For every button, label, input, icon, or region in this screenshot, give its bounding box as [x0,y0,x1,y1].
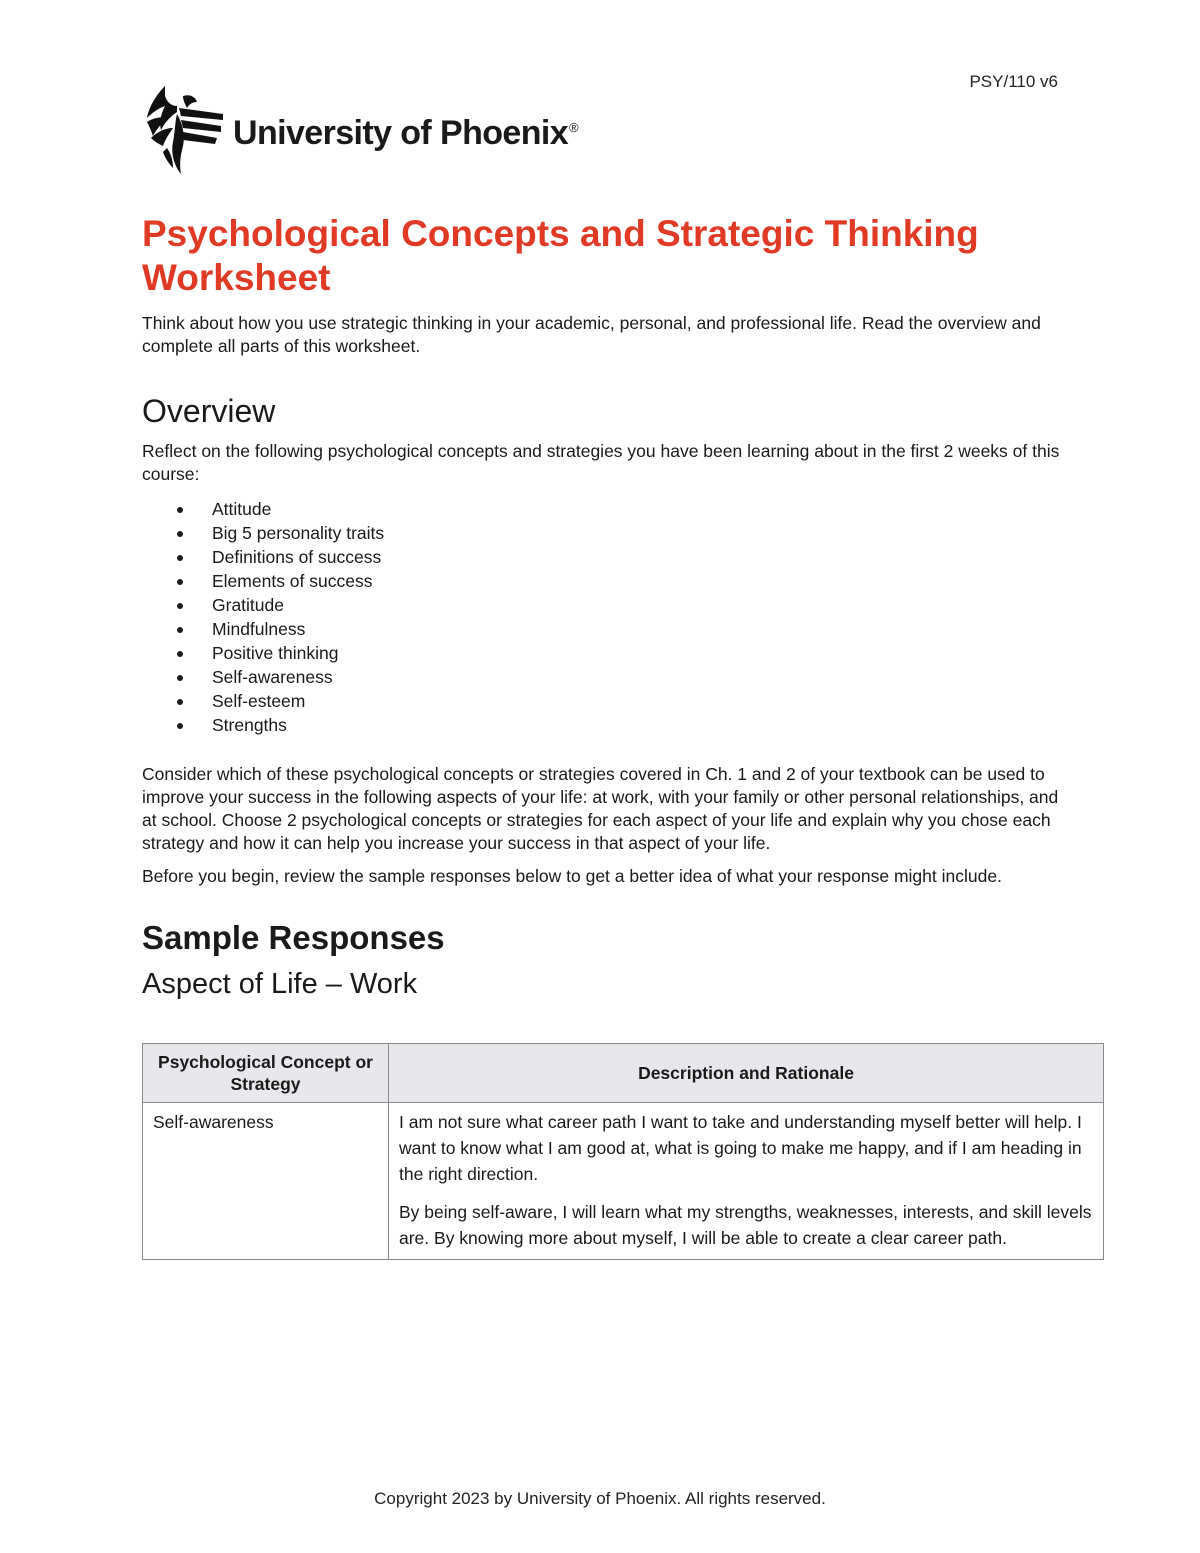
column-header-description: Description and Rationale [389,1044,1104,1103]
logo-wordmark [233,114,578,153]
sample-response-table [142,1043,1104,1260]
logo-registered-mark: ® [569,119,579,135]
page-title: Psychological Concepts and Strategic Thinking Worksheet [142,213,979,298]
university-logo [143,84,578,176]
description-cell [389,1103,1104,1260]
list-item: Big 5 personality traits [142,521,1062,545]
concepts-list [142,497,1062,737]
logo-text: University of Phoenix [233,113,569,152]
description-paragraph: I am not sure what career path I want to take and understanding myself better will help. I want to know what I am good at, what is going to make me happy, and if I am heading in the right direction. [399,1112,1082,1184]
table-header-row [143,1044,1104,1103]
list-item: Mindfulness [142,617,1062,641]
description-paragraph: By being self-aware, I will learn what my strengths, weaknesses, interests, and skill levels are. By knowing more about myself, I will be able to create a clear career path. [399,1202,1092,1248]
column-header-concept: Psychological Concept or Strategy [143,1044,389,1103]
intro-paragraph: Think about how you use strategic thinking in your academic, personal, and professional life. Read the overview and complete all parts of this worksheet. [142,313,1041,356]
list-item: Positive thinking [142,641,1062,665]
list-item: Strengths [142,713,1062,737]
list-item: Definitions of success [142,545,1062,569]
list-item: Elements of success [142,569,1062,593]
table-row [143,1103,1104,1260]
sample-responses-heading: Sample Responses [142,919,445,956]
copyright-footer: Copyright 2023 by University of Phoenix. All rights reserved. [374,1489,826,1508]
overview-heading: Overview [142,393,276,429]
aspect-heading: Aspect of Life – Work [142,968,418,1000]
reflect-paragraph: Reflect on the following psychological concepts and strategies you have been learning about in the first 2 weeks of this course: [142,441,1060,484]
course-code: PSY/110 v6 [969,72,1058,91]
list-item: Self-awareness [142,665,1062,689]
consider-paragraph: Consider which of these psychological concepts or strategies covered in Ch. 1 and 2 of your textbook can be used to improve your success in the following aspects of your life: at work, with your family or other personal relationships, and at school. Choose 2 psychological concepts or strategies for each aspect of your life and explain why you chose each strategy and how it can help you increase your success in that aspect of your life. [142,764,1059,853]
list-item: Gratitude [142,593,1062,617]
concept-cell: Self-awareness [143,1103,389,1260]
list-item: Self-esteem [142,689,1062,713]
before-paragraph: Before you begin, review the sample responses below to get a better idea of what your response might include. [142,866,1002,886]
worksheet-body [142,212,1062,1002]
phoenix-bird-icon [143,84,225,176]
list-item: Attitude [142,497,1062,521]
